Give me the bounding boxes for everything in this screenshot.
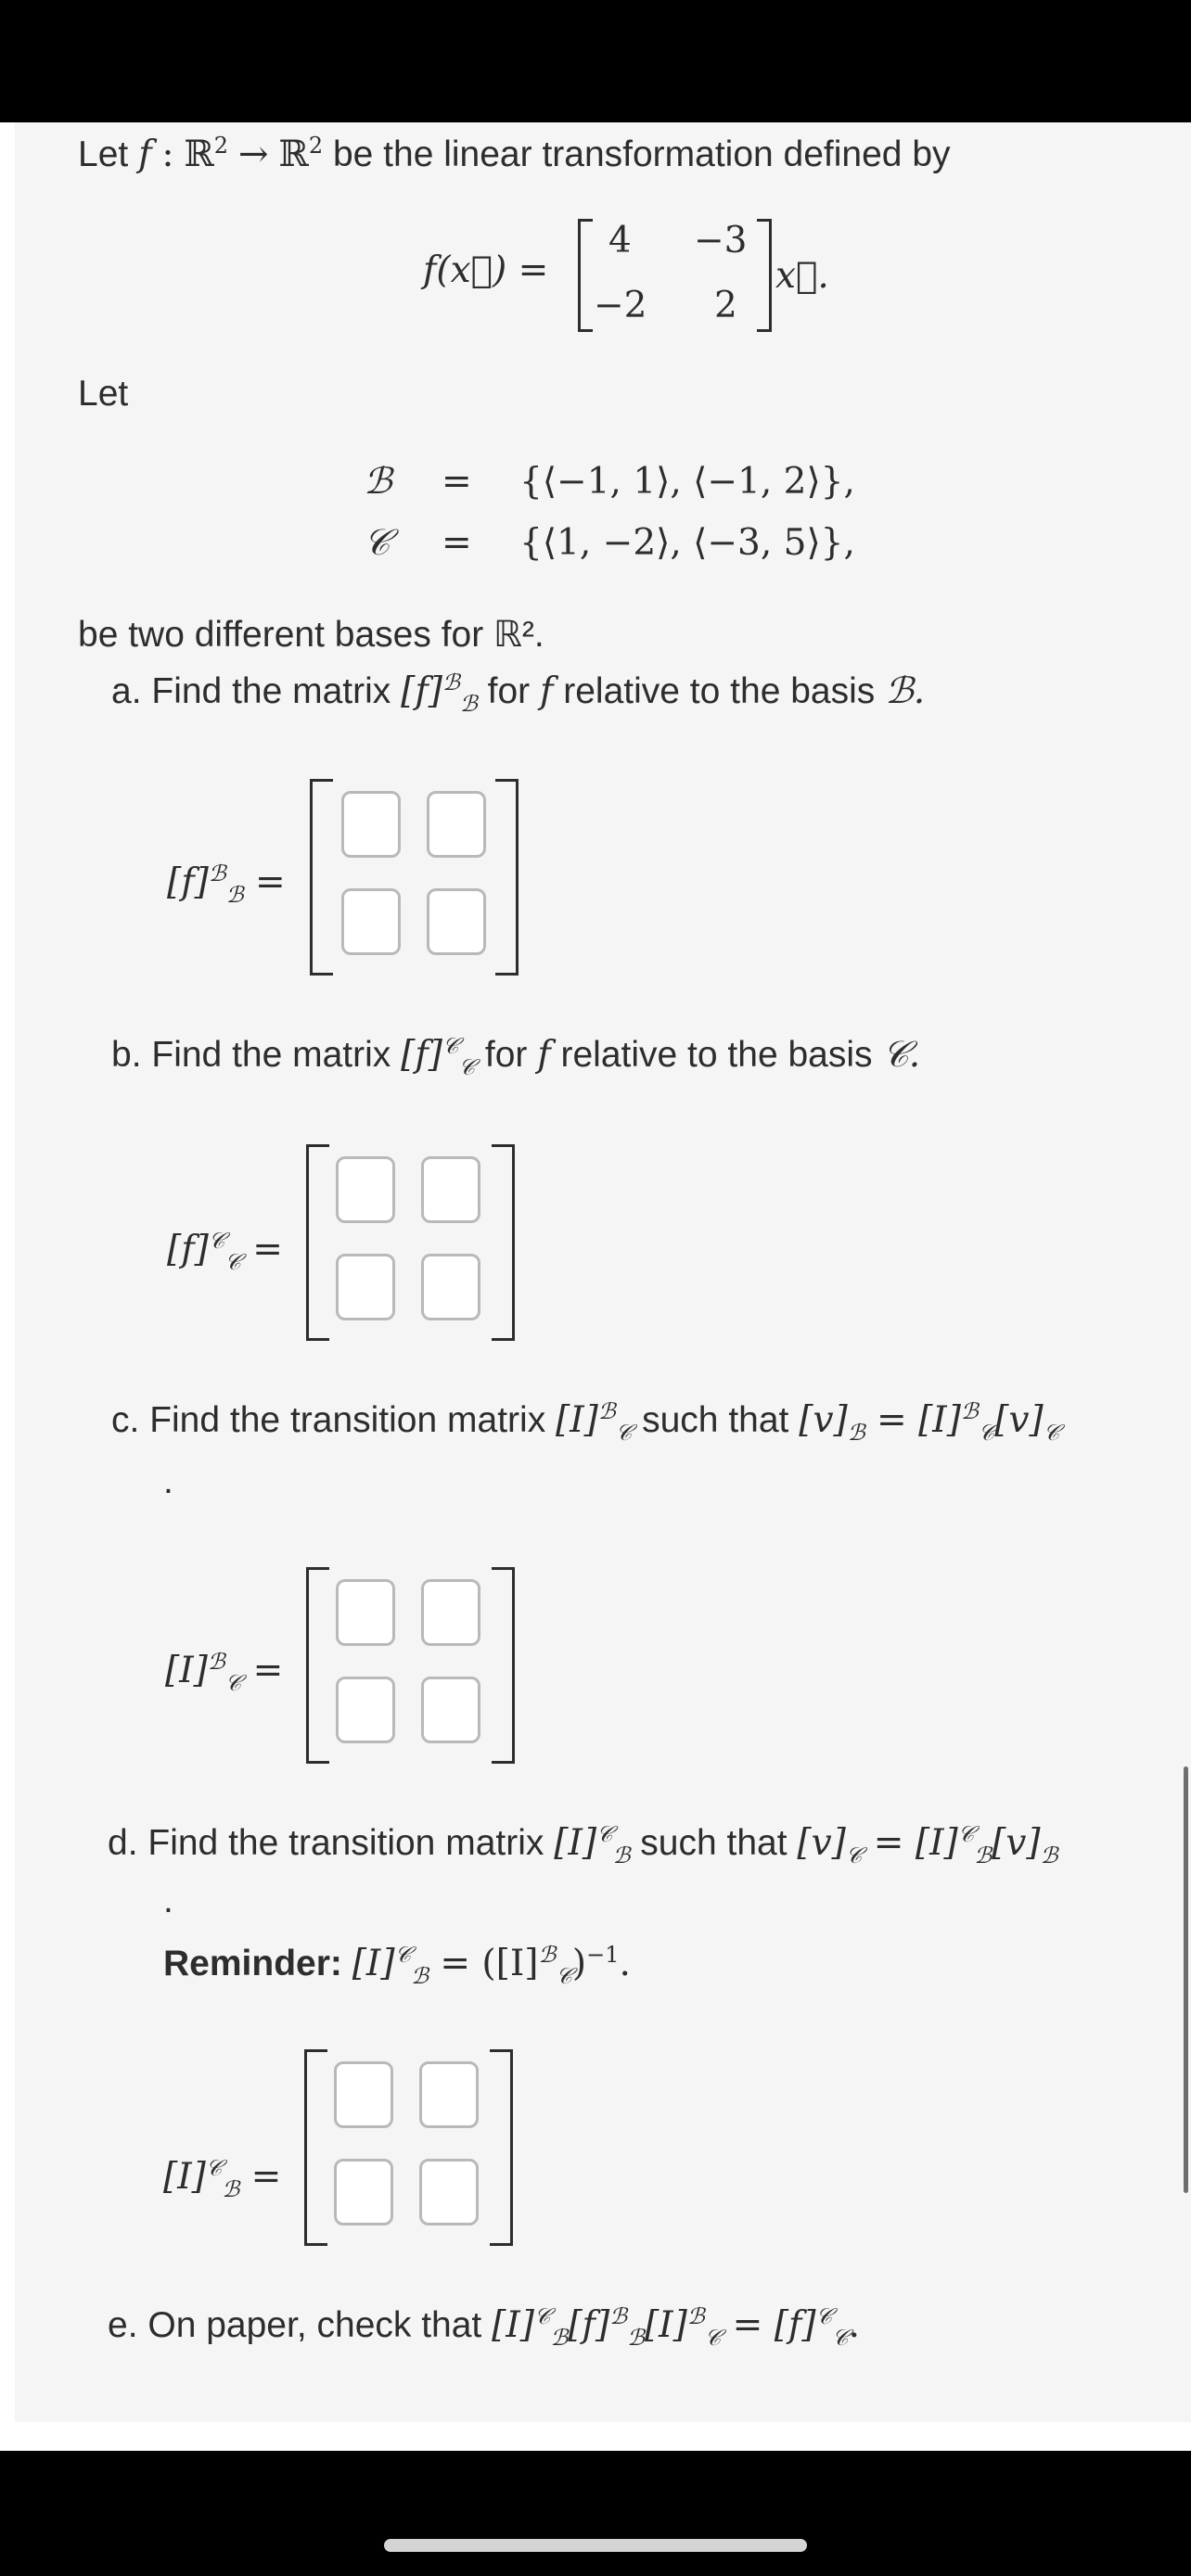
definition-bracket-left xyxy=(578,219,593,332)
part-c-bracket-right xyxy=(492,1567,515,1764)
matrix-entry-21: −2 xyxy=(594,285,647,326)
basis-b-equals: = xyxy=(442,461,472,503)
part-c-answer-label: $[I]^ℬ_𝒞$ = xyxy=(165,1649,284,1696)
part-d-cell-22[interactable] xyxy=(419,2159,479,2225)
status-bar xyxy=(0,0,1191,122)
part-d-reminder: Reminder: $[I]^𝒞_ℬ = ([I]^ℬ_𝒞)^{-1}$. xyxy=(163,1942,631,1989)
intro-line: Let f : ℝ$^2$ → ℝ$^2$ be the linear transformation defined by xyxy=(78,133,951,175)
intro-prefix: Let xyxy=(78,134,129,174)
intro-codomain: ℝ xyxy=(278,134,309,175)
part-d-answer-label: $[I]^𝒞_ℬ$ = xyxy=(163,2155,282,2202)
part-b-question: b. Find the matrix $[f]^𝒞_𝒞$ for f relative to the basis 𝒞. xyxy=(111,1033,921,1080)
basis-b-symbol: ℬ xyxy=(364,461,392,503)
basis-c-value: {⟨1, −2⟩, ⟨−3, 5⟩}, xyxy=(519,522,855,564)
matrix-entry-12: −3 xyxy=(694,220,748,261)
part-c-cell-21[interactable] xyxy=(336,1677,395,1743)
part-b-bracket-right xyxy=(492,1144,515,1341)
part-a-question: a. Find the matrix $[f]^ℬ_ℬ$ for f relative to the basis ℬ. xyxy=(111,670,926,717)
part-b-bracket-left xyxy=(306,1144,329,1341)
part-c-question: c. Find the transition matrix $[I]^ℬ_𝒞$ such that $[v]_ℬ = [I]^ℬ_𝒞[v]_𝒞$ xyxy=(111,1398,1060,1446)
part-c-cell-11[interactable] xyxy=(336,1579,395,1646)
part-b-cell-21[interactable] xyxy=(336,1254,395,1320)
intro-colon: : xyxy=(161,134,174,175)
definition-lhs: f(x⃗) = xyxy=(423,249,549,291)
part-c-bracket-left xyxy=(306,1567,329,1764)
left-margin xyxy=(0,122,15,2422)
basis-c-symbol: 𝒞 xyxy=(364,522,391,564)
intro-arrow: → xyxy=(237,134,269,175)
definition-rhs: x⃗. xyxy=(775,255,829,297)
part-a-cell-11[interactable] xyxy=(341,791,401,858)
matrix-entry-11: 4 xyxy=(608,220,632,261)
bases-note: be two different bases for ℝ². xyxy=(78,615,544,655)
part-d-cell-21[interactable] xyxy=(334,2159,393,2225)
reminder-label: Reminder: xyxy=(163,1944,342,1983)
intro-suffix: be the linear transformation defined by xyxy=(332,134,951,174)
part-d-bracket-right xyxy=(490,2049,513,2246)
part-b-cell-11[interactable] xyxy=(336,1156,395,1223)
part-a-cell-22[interactable] xyxy=(427,888,486,955)
part-c-dot: . xyxy=(163,1461,173,1501)
basis-b-value: {⟨−1, 1⟩, ⟨−1, 2⟩}, xyxy=(519,461,855,503)
scrollbar[interactable] xyxy=(1184,1766,1188,2193)
home-indicator[interactable] xyxy=(384,2539,807,2552)
part-c-cell-12[interactable] xyxy=(421,1579,480,1646)
part-a-bracket-right xyxy=(495,779,519,976)
let-label: Let xyxy=(78,374,129,414)
part-a-bracket-left xyxy=(310,779,333,976)
part-a-cell-12[interactable] xyxy=(427,791,486,858)
part-b-answer-label: $[f]^𝒞_𝒞$ = xyxy=(167,1228,283,1275)
part-a-answer-label: $[f]^ℬ_ℬ$ = xyxy=(167,861,286,908)
part-c-cell-22[interactable] xyxy=(421,1677,480,1743)
part-d-question: d. Find the transition matrix $[I]^𝒞_ℬ$ such that $[v]_𝒞 = [I]^𝒞_ℬ[v]_ℬ$ xyxy=(108,1821,1058,1868)
part-d-cell-11[interactable] xyxy=(334,2061,393,2128)
definition-bracket-right xyxy=(757,219,772,332)
part-a-cell-21[interactable] xyxy=(341,888,401,955)
part-b-cell-22[interactable] xyxy=(421,1254,480,1320)
basis-c-equals: = xyxy=(442,522,472,564)
part-d-dot: . xyxy=(163,1881,173,1920)
part-d-bracket-left xyxy=(304,2049,327,2246)
part-b-cell-12[interactable] xyxy=(421,1156,480,1223)
matrix-entry-22: 2 xyxy=(714,285,737,326)
bottom-bar xyxy=(0,2451,1191,2576)
intro-domain: ℝ xyxy=(184,134,214,175)
intro-f: f xyxy=(138,134,152,175)
part-e-question: e. On paper, check that $[I]^𝒞_ℬ[f]^ℬ_ℬ[I]^ℬ_𝒞 = [f]^𝒞_𝒞$. xyxy=(108,2303,860,2351)
part-d-cell-12[interactable] xyxy=(419,2061,479,2128)
